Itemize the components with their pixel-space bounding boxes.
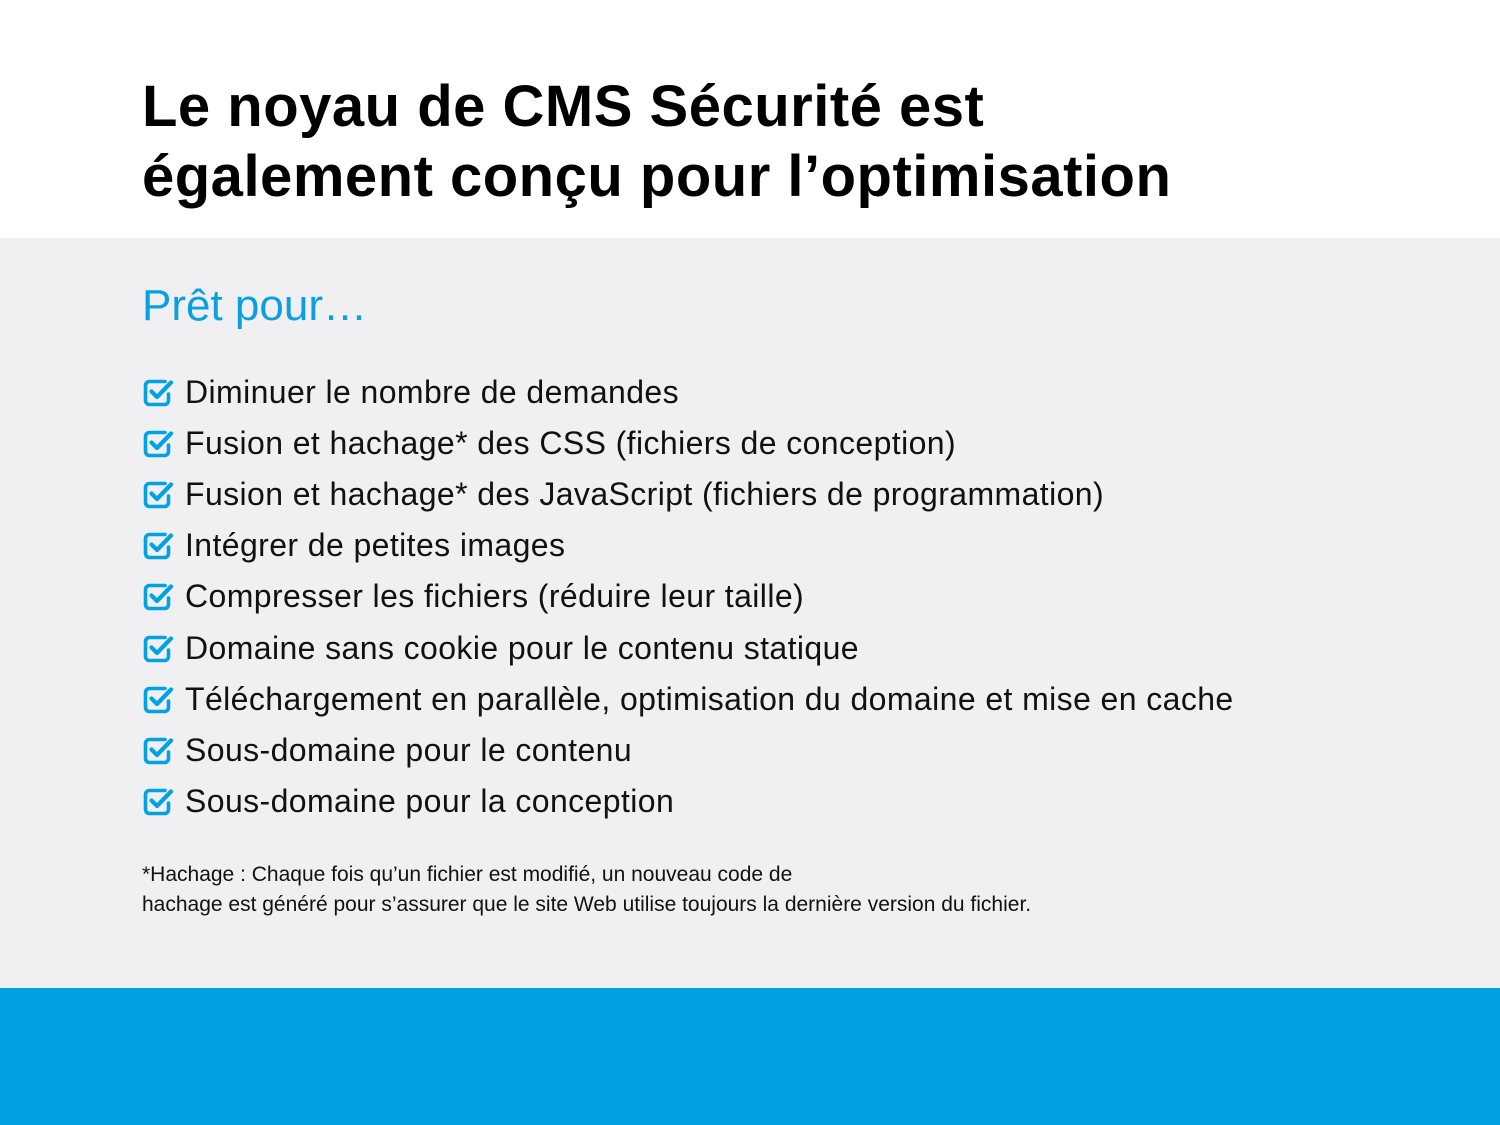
- page-title-line-1: Le noyau de CMS Sécurité est: [142, 74, 985, 139]
- footnote-line-2: hachage est généré pour s’assurer que le site Web utilise toujours la dernière version du fichier.: [142, 893, 1032, 916]
- checklist-item-label: Diminuer le nombre de demandes: [185, 373, 680, 410]
- page-title: [142, 72, 1171, 212]
- checklist-item-label: Domaine sans cookie pour le contenu statique: [185, 629, 860, 666]
- checklist-item: [142, 571, 1234, 622]
- checklist-item-label: Téléchargement en parallèle, optimisation du domaine et mise en cache: [185, 680, 1234, 717]
- checkbox-checked-icon: [142, 632, 174, 664]
- checklist-item: [142, 366, 1234, 417]
- checklist-item-label: Intégrer de petites images: [185, 527, 566, 564]
- checkbox-checked-icon: [142, 376, 174, 408]
- checklist-item: [142, 622, 1234, 673]
- footnote-line-1: *Hachage : Chaque fois qu’un fichier est modifié, un nouveau code de: [142, 863, 793, 886]
- section-subtitle: Prêt pour…: [142, 281, 367, 330]
- checklist-item: [142, 417, 1234, 468]
- checklist-item-label: Sous-domaine pour la conception: [185, 783, 675, 820]
- header-section: [0, 0, 1500, 238]
- footnote: [142, 860, 1031, 920]
- checkbox-checked-icon: [142, 683, 174, 715]
- checklist-item: [142, 724, 1234, 775]
- checkbox-checked-icon: [142, 734, 174, 766]
- footer-accent-bar: [0, 988, 1500, 1125]
- checkbox-checked-icon: [142, 478, 174, 510]
- checkbox-checked-icon: [142, 785, 174, 817]
- checklist-item-label: Fusion et hachage* des JavaScript (fichiers de programmation): [185, 475, 1105, 512]
- checkbox-checked-icon: [142, 529, 174, 561]
- page-title-line-2: également conçu pour l’optimisation: [142, 144, 1172, 209]
- checklist-item: [142, 520, 1234, 571]
- checklist-item-label: Fusion et hachage* des CSS (fichiers de conception): [185, 424, 957, 461]
- checkbox-checked-icon: [142, 580, 174, 612]
- checkbox-checked-icon: [142, 427, 174, 459]
- checklist-item-label: Compresser les fichiers (réduire leur taille): [185, 578, 805, 615]
- checklist-item: [142, 468, 1234, 519]
- content-section: [0, 238, 1500, 988]
- feature-checklist: [142, 366, 1234, 827]
- checklist-item: [142, 673, 1234, 724]
- checklist-item-label: Sous-domaine pour le contenu: [185, 731, 633, 768]
- checklist-item: [142, 776, 1234, 827]
